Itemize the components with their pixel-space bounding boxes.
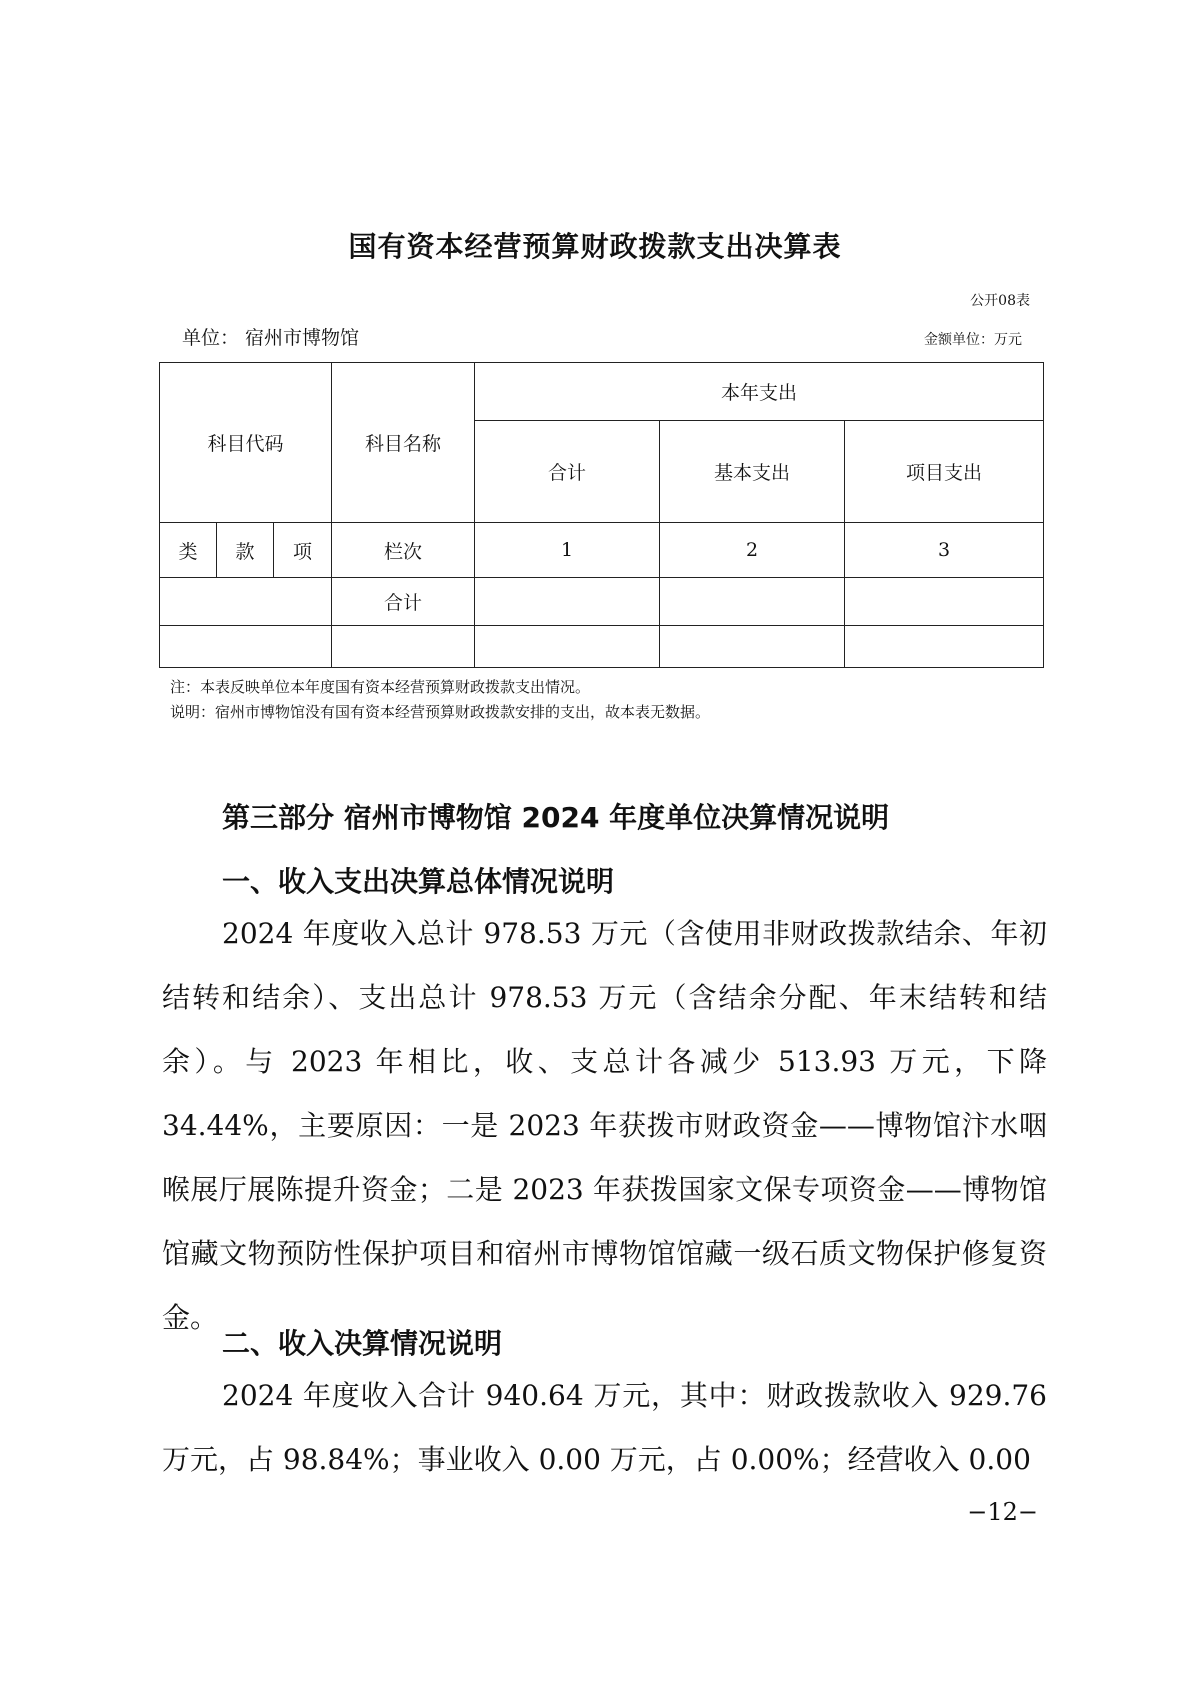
cell-empty <box>160 578 332 626</box>
table-header-row <box>160 363 1044 421</box>
table-title: 国有资本经营预算财政拨款支出决算表 <box>348 230 842 263</box>
section1-body: 2024 年度收入总计 978.53 万元（含使用非财政拨款结余、年初结转和结余）、支出总计 978.53 万元（含结余分配、年末结转和结余）。与 2023 年相比，收、支总计各减少 513.93 万元，下降 34.44%，主要原因：一是 2023 年获拨市财政资金——博物馆汴水咽喉展厅展陈提升资金；二是 2023 年获拨国家文保专项资金——博物馆馆藏文物预防性保护项目和宿州市博物馆馆藏一级石质文物保护修复资金。 <box>162 917 1047 1334</box>
table-explanation: 说明：宿州市博物馆没有国有资本经营预算财政拨款安排的支出，故本表无数据。 <box>170 703 711 721</box>
table-notes <box>170 675 710 725</box>
unit-label: 单位： 宿州市博物馆 <box>182 327 360 349</box>
section1-heading: 一、收入支出决算总体情况说明 <box>222 865 615 898</box>
header-basic: 基本支出 <box>660 421 845 523</box>
cell-col2: 2 <box>660 523 845 578</box>
cell-lanci: 栏次 <box>332 523 475 578</box>
cell-col3: 3 <box>845 523 1044 578</box>
header-project: 项目支出 <box>845 421 1044 523</box>
cell-total-label: 合计 <box>332 578 475 626</box>
table-row-lanci <box>160 523 1044 578</box>
section2-heading: 二、收入决算情况说明 <box>222 1327 503 1360</box>
cell-empty <box>845 578 1044 626</box>
header-this-year: 本年支出 <box>475 363 1044 421</box>
table-row-total <box>160 578 1044 626</box>
cell-col1: 1 <box>475 523 660 578</box>
header-total: 合计 <box>475 421 660 523</box>
money-unit-label: 金额单位：万元 <box>924 332 1022 348</box>
cell-empty <box>332 626 475 668</box>
cell-empty <box>475 578 660 626</box>
cell-lei: 类 <box>160 523 217 578</box>
cell-xiang: 项 <box>274 523 332 578</box>
cell-kuan: 款 <box>217 523 274 578</box>
cell-empty <box>660 626 845 668</box>
cell-empty <box>845 626 1044 668</box>
cell-empty <box>660 578 845 626</box>
cell-empty <box>160 626 332 668</box>
table-row-blank <box>160 626 1044 668</box>
cell-empty <box>475 626 660 668</box>
header-name: 科目名称 <box>332 363 475 523</box>
header-code: 科目代码 <box>160 363 332 523</box>
expenditure-table <box>159 362 1044 668</box>
table-note: 注：本表反映单位本年度国有资本经营预算财政拨款支出情况。 <box>170 678 591 696</box>
table-number: 公开08表 <box>970 293 1030 309</box>
section2-body: 2024 年度收入合计 940.64 万元，其中：财政拨款收入 929.76 万元，占 98.84%；事业收入 0.00 万元，占 0.00%；经营收入 0.00 <box>162 1379 1047 1476</box>
page-number: −12− <box>967 1498 1038 1526</box>
part3-heading: 第三部分 宿州市博物馆 2024 年度单位决算情况说明 <box>222 801 890 834</box>
